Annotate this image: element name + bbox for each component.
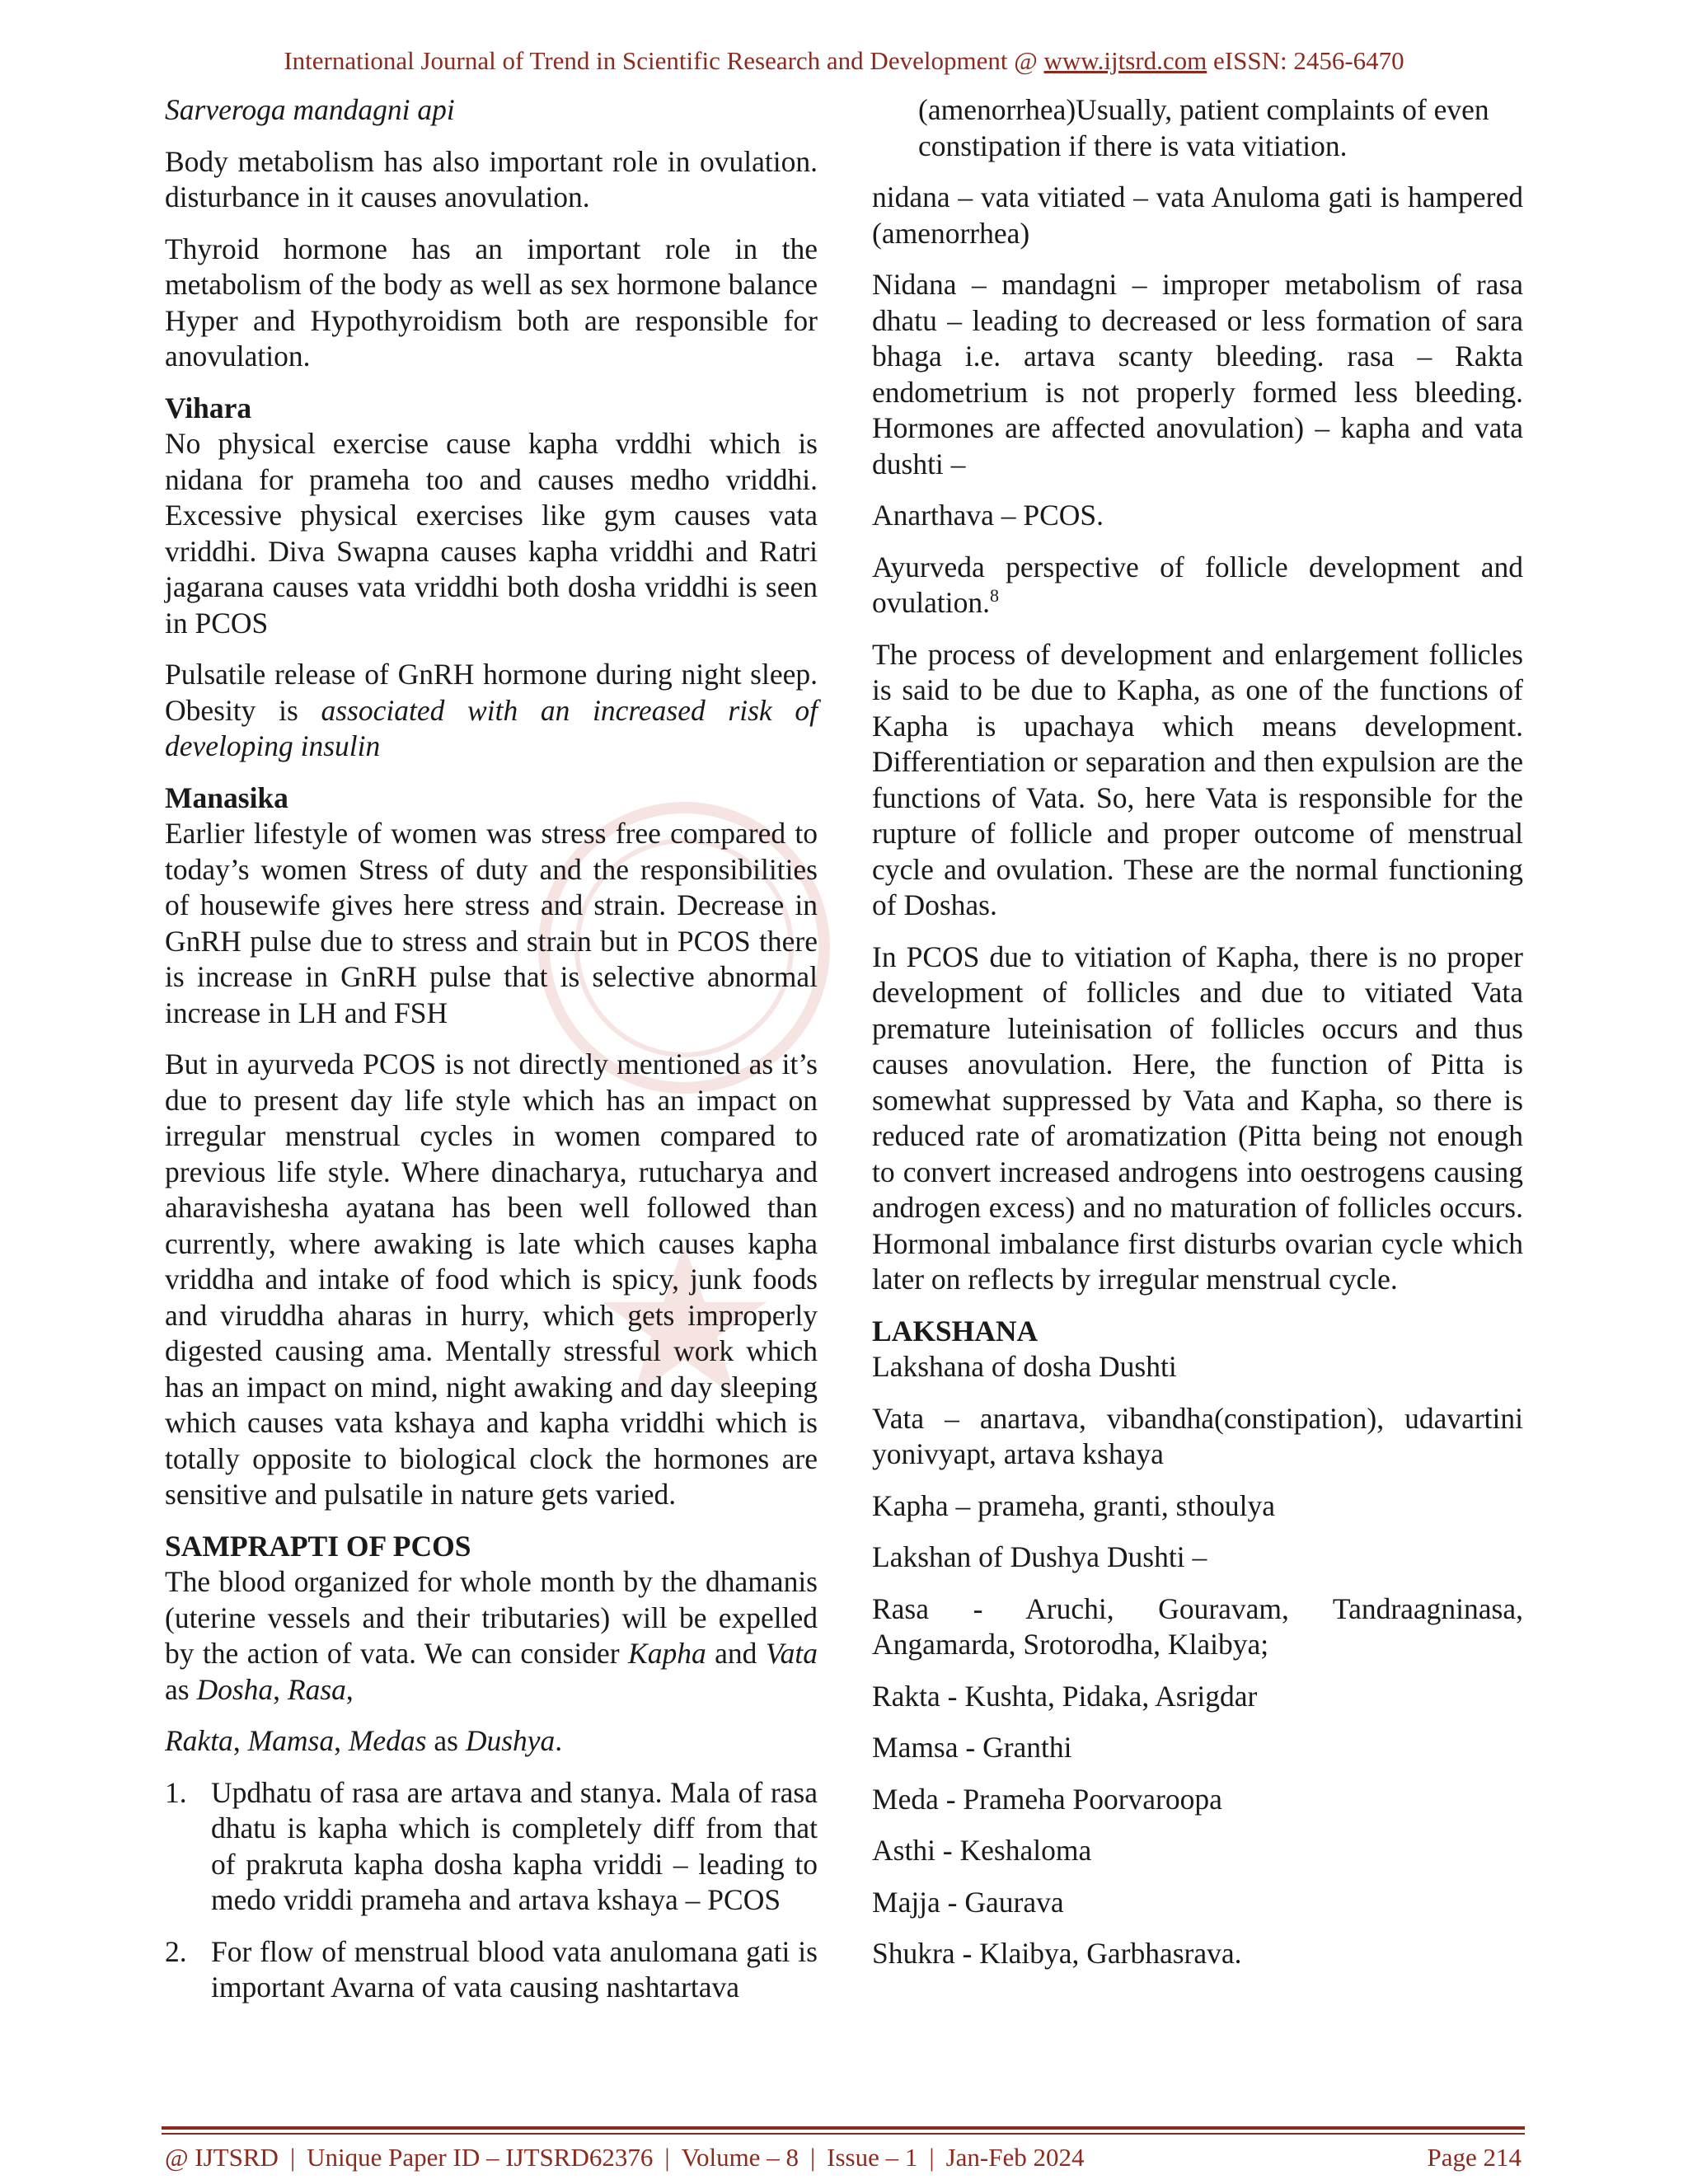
text-span: Pulsatile release of GnRH hormone during night sleep. Obesity is	[165, 658, 818, 727]
list-item	[165, 1775, 818, 1919]
list-item-continuation: (amenorrhea)Usually, patient complaints of even constipation if there is vata vitiation.	[918, 93, 1489, 162]
paragraph: Majja - Gaurava	[872, 1885, 1064, 1919]
italic-term: Medas	[348, 1724, 427, 1757]
text-span: ,	[232, 1724, 248, 1757]
paragraph: Vata – anartava, vibandha(constipation), udavartini yonivyapt, artava kshaya	[872, 1401, 1523, 1470]
footer-separator: |	[664, 2143, 670, 2172]
page-footer	[165, 2143, 1522, 2172]
italic-term: Rasa	[287, 1672, 346, 1706]
footer-issue: Issue – 1	[827, 2143, 918, 2172]
footer-brand: @ IJTSRD	[165, 2143, 279, 2172]
italic-term: Dushya	[465, 1724, 556, 1757]
paragraph: Lakshana of dosha Dushti	[872, 1350, 1177, 1383]
paragraph: Meda - Prameha Poorvaroopa	[872, 1782, 1222, 1816]
page-number: Page 214	[1427, 2143, 1522, 2172]
paragraph: Anarthava – PCOS.	[872, 499, 1104, 532]
paragraph: Asthi - Keshaloma	[872, 1834, 1092, 1867]
paragraph	[165, 1723, 818, 1760]
paragraph: Lakshan of Dushya Dushti –	[872, 1540, 1207, 1573]
italic-term: Rakta	[165, 1724, 233, 1757]
journal-header	[0, 46, 1688, 76]
list-number: 2.	[165, 1934, 187, 1968]
paragraph: Thyroid hormone has an important role in the metabolism of the body as well as sex hormone balance Hyper and Hypothyroidism both are responsible for anovulation.	[165, 232, 818, 373]
paragraph: nidana – vata vitiated – vata Anuloma gati is hampered (amenorrhea)	[872, 180, 1523, 250]
footer-separator: |	[289, 2143, 296, 2172]
text-span: as	[165, 1672, 197, 1706]
citation-reference[interactable]: 8	[989, 585, 999, 607]
list-number: 1.	[165, 1775, 187, 1809]
section-heading-samprapti: SAMPRAPTI OF PCOS	[165, 1529, 471, 1563]
paragraph: Rakta - Kushta, Pidaka, Asrigdar	[872, 1679, 1258, 1713]
text-span: as	[426, 1724, 466, 1757]
paragraph: But in ayurveda PCOS is not directly mentioned as it’s due to present day life style which has an impact on irregular menstrual cycles in women compared to previous life style. Where dinacharya, rutucharya and aharavishesha ayatana has been well followed than currently, where awaking is late which causes kapha vriddha and intake of food which is spicy, junk foods and viruddha aharas in hurry, which gets improperly digested causing ama. Mentally stressful work which has an impact on mind, night awaking and day sleeping which causes vata kshaya and kapha vriddhi which is totally opposite to biological clock the hormones are sensitive and pulsatile in nature gets varied.	[165, 1047, 818, 1511]
text-span: The blood organized for whole month by the dhamanis (uterine vessels and their tributaries) will be expelled by the action of vata. We can consider	[165, 1565, 818, 1670]
left-column	[165, 92, 818, 2006]
footer-paper-id: Unique Paper ID – IJTSRD62376	[307, 2143, 654, 2172]
paragraph: The process of development and enlargement follicles is said to be due to Kapha, as one of the functions of Kapha is upachaya which means development. Differentiation or separation and then expulsion are the functions of Vata. So, here Vata is responsible for the rupture of follicle and proper outcome of menstrual cycle and ovulation. These are the normal functioning of Doshas.	[872, 637, 1523, 921]
paragraph: Shukra - Klaibya, Garbhasrava.	[872, 1937, 1242, 1970]
paragraph: Mamsa - Granthi	[872, 1731, 1072, 1764]
paragraph: Nidana – mandagni – improper metabolism of rasa dhatu – leading to decreased or less formation of sara bhaga i.e. artava scanty bleeding. rasa – Rakta endometrium is not properly formed less bleeding. Hormones are affected anovulation) – kapha and vata dushti –	[872, 268, 1523, 480]
paragraph: Sarveroga mandagni api	[165, 93, 455, 126]
text-span: Ayurveda perspective of follicle development and ovulation.	[872, 550, 1523, 619]
paragraph	[165, 1564, 818, 1708]
text-span: ,	[345, 1672, 354, 1706]
header-prefix: International Journal of Trend in Scientific Research and Development @	[284, 46, 1044, 75]
journal-website-link[interactable]: www.ijtsrd.com	[1043, 46, 1207, 75]
text-span: ,	[334, 1724, 349, 1757]
text-span: and	[706, 1637, 766, 1670]
text-span: .	[555, 1724, 563, 1757]
section-heading-manasika: Manasika	[165, 780, 288, 814]
paragraph: No physical exercise cause kapha vrddhi which is nidana for prameha too and causes medho vriddhi. Excessive physical exercises like gym causes vata vriddhi. Diva Swapna causes kapha vriddhi and Ratri jagarana causes vata vriddhi both dosha vriddhi is seen in PCOS	[165, 427, 818, 640]
section-heading-vihara: Vihara	[165, 391, 252, 424]
text-span: ,	[273, 1672, 288, 1706]
footer-info	[165, 2143, 1085, 2172]
paragraph	[165, 657, 818, 765]
footer-separator: |	[929, 2143, 935, 2172]
italic-term: Mamsa	[247, 1724, 335, 1757]
paragraph: Kapha – prameha, granti, sthoulya	[872, 1488, 1275, 1522]
italic-text: associated with an increased risk of developing insulin	[165, 693, 818, 762]
footer-separator: |	[809, 2143, 816, 2172]
section-heading-lakshana: LAKSHANA	[872, 1314, 1039, 1347]
footer-date: Jan-Feb 2024	[945, 2143, 1085, 2172]
paragraph: In PCOS due to vitiation of Kapha, there is no proper development of follicles and due to vitiated Vata premature luteinisation of follicles occurs and thus causes anovulation. Here, the function of Pitta is somewhat suppressed by Vata and Kapha, so there is reduced rate of aromatization (Pitta being not enough to convert increased androgens into oestrogens causing androgen excess) and no maturation of follicles occurs. Hormonal imbalance first disturbs ovarian cycle which later on reflects by irregular menstrual cycle.	[872, 940, 1523, 1296]
italic-term: Kapha	[628, 1637, 706, 1670]
paragraph: Rasa - Aruchi, Gouravam, Tandraagninasa, Angamarda, Srotorodha, Klaibya;	[872, 1591, 1523, 1661]
italic-term: Vata	[765, 1637, 818, 1670]
list-text: For flow of menstrual blood vata anulomana gati is important Avarna of vata causing nashtartava	[211, 1934, 818, 2004]
list-item	[165, 1934, 818, 2006]
paragraph: Earlier lifestyle of women was stress free compared to today’s women Stress of duty and the responsibilities of housewife gives here stress and strain. Decrease in GnRH pulse due to stress and strain but in PCOS there is increase in GnRH pulse that is selective abnormal increase in LH and FSH	[165, 817, 818, 1029]
italic-term: Dosha	[196, 1672, 274, 1706]
paragraph	[872, 550, 1523, 621]
header-suffix: eISSN: 2456-6470	[1207, 46, 1404, 75]
list-text: Updhatu of rasa are artava and stanya. Mala of rasa dhatu is kapha which is completely diff from that of prakruta kapha dosha kapha vriddi – leading to medo vriddi prameha and artava kshaya – PCOS	[211, 1775, 818, 1916]
footer-divider	[162, 2133, 1525, 2135]
right-column	[872, 92, 1523, 1972]
footer-volume: Volume – 8	[681, 2143, 799, 2172]
footer-divider	[162, 2126, 1525, 2130]
paragraph: Body metabolism has also important role in ovulation. disturbance in it causes anovulation.	[165, 144, 818, 213]
